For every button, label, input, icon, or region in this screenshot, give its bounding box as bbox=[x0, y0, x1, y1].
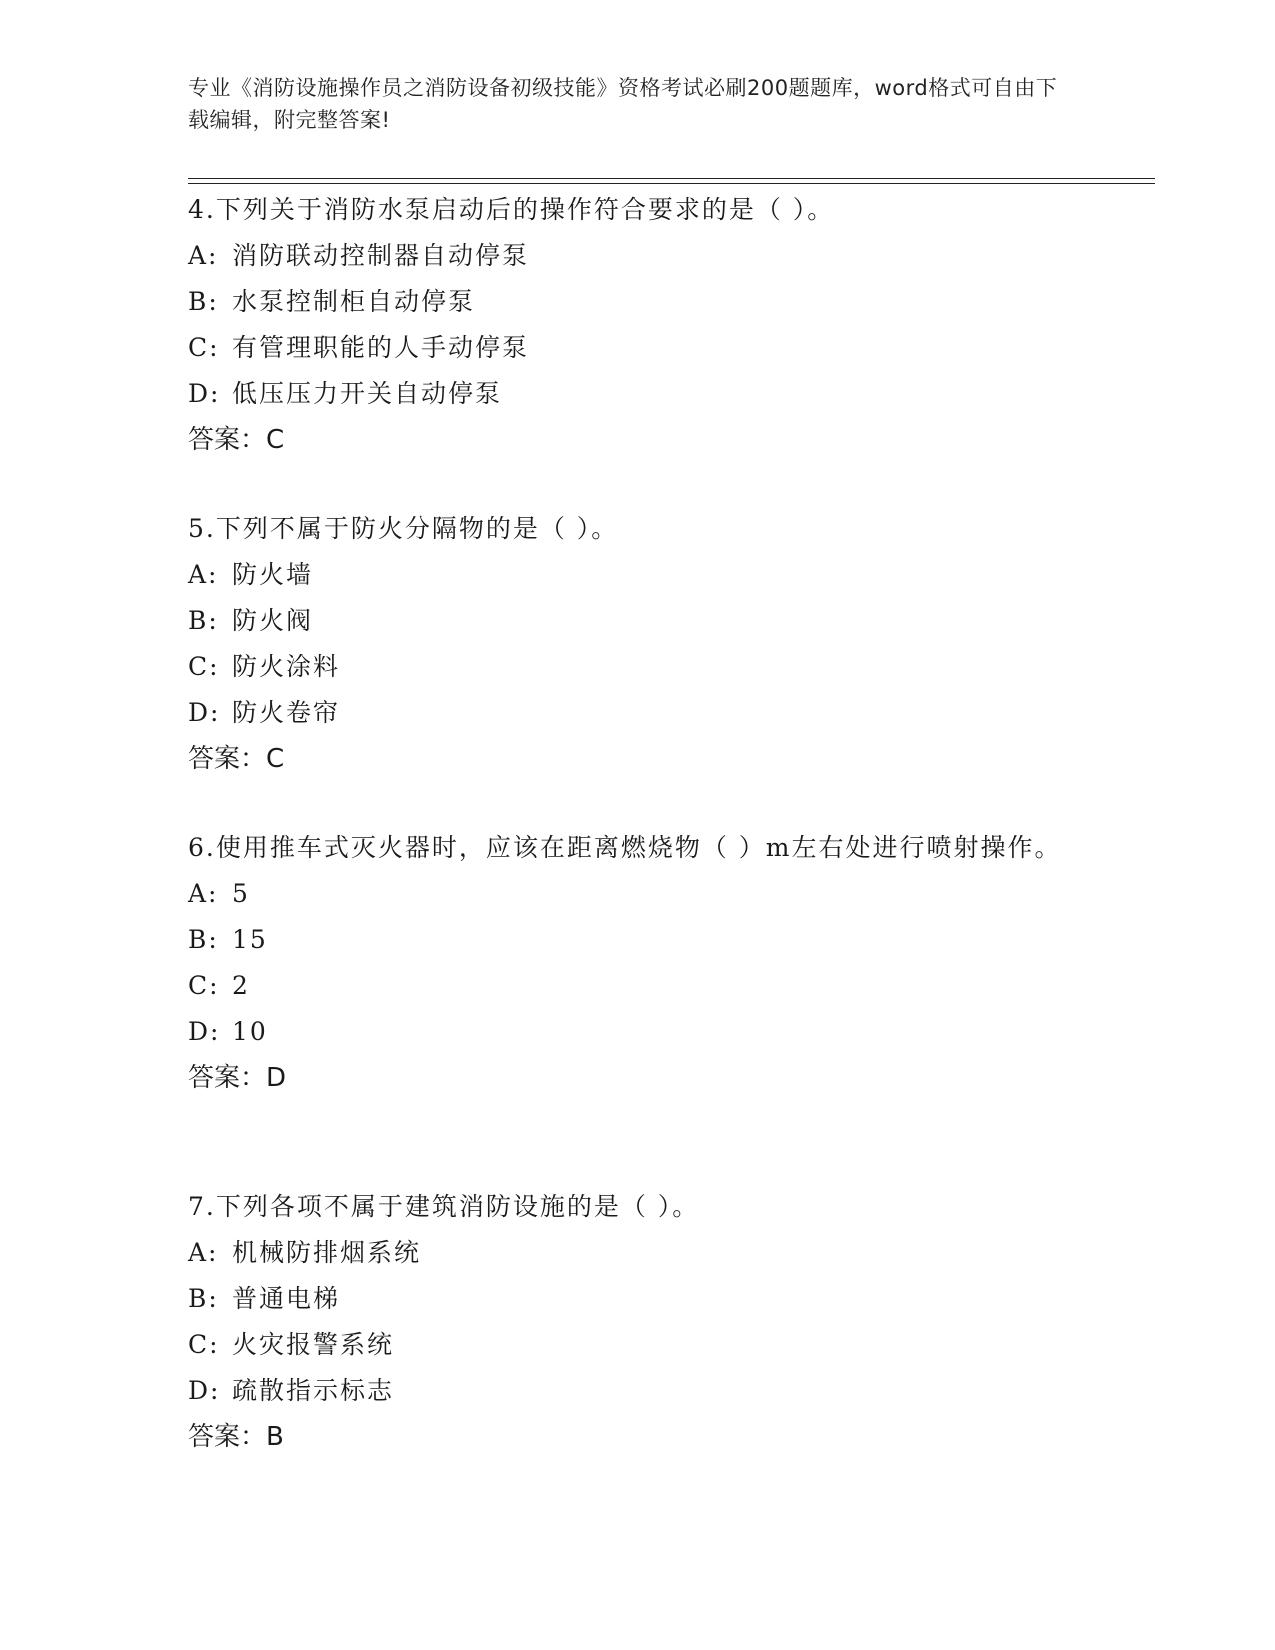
option-text: 5 bbox=[232, 879, 250, 908]
option-text: 防火阀 bbox=[232, 606, 314, 635]
option-key: D: bbox=[188, 698, 221, 727]
option-d bbox=[188, 1368, 1088, 1414]
answer-line: 答案：C bbox=[188, 744, 285, 774]
option-key: B: bbox=[188, 1284, 219, 1313]
option-b bbox=[188, 917, 1068, 963]
option-d bbox=[188, 1009, 1068, 1055]
option-a bbox=[188, 552, 1088, 598]
option-c bbox=[188, 1322, 1088, 1368]
header-divider-top bbox=[188, 178, 1155, 179]
option-a bbox=[188, 1230, 1088, 1276]
option-key: B: bbox=[188, 925, 219, 954]
option-b bbox=[188, 598, 1088, 644]
header-divider-bottom bbox=[188, 183, 1155, 184]
option-key: C: bbox=[188, 652, 220, 681]
question-block bbox=[188, 1184, 1088, 1460]
answer-line: 答案：D bbox=[188, 1063, 287, 1093]
option-text: 防火墙 bbox=[232, 560, 314, 589]
option-d bbox=[188, 690, 1088, 736]
option-key: A: bbox=[188, 1238, 219, 1267]
option-text: 普通电梯 bbox=[232, 1284, 341, 1313]
question-stem: 4.下列关于消防水泵启动后的操作符合要求的是（ ）。 bbox=[188, 195, 835, 224]
question-stem: 5.下列不属于防火分隔物的是（ ）。 bbox=[188, 514, 619, 543]
option-a bbox=[188, 233, 1088, 279]
option-c bbox=[188, 644, 1088, 690]
document-header: 专业《消防设施操作员之消防设备初级技能》资格考试必刷200题题库，word格式可自由下载编辑，附完整答案! bbox=[188, 76, 1058, 132]
option-key: A: bbox=[188, 241, 219, 270]
option-key: A: bbox=[188, 879, 219, 908]
option-text: 火灾报警系统 bbox=[232, 1330, 395, 1359]
answer-line: 答案：C bbox=[188, 425, 285, 455]
question-block bbox=[188, 187, 1088, 463]
option-key: A: bbox=[188, 560, 219, 589]
option-text: 低压压力开关自动停泵 bbox=[232, 379, 503, 408]
option-c bbox=[188, 325, 1088, 371]
option-text: 消防联动控制器自动停泵 bbox=[232, 241, 530, 270]
option-c bbox=[188, 963, 1068, 1009]
option-key: C: bbox=[188, 333, 220, 362]
option-key: D: bbox=[188, 379, 221, 408]
option-text: 水泵控制柜自动停泵 bbox=[232, 287, 476, 316]
option-text: 15 bbox=[232, 925, 268, 954]
question-block bbox=[188, 825, 1068, 1101]
option-text: 防火卷帘 bbox=[232, 698, 341, 727]
option-key: C: bbox=[188, 1330, 220, 1359]
question-stem: 6.使用推车式灭火器时，应该在距离燃烧物（ ）m左右处进行喷射操作。 bbox=[188, 833, 1062, 862]
question-stem: 7.下列各项不属于建筑消防设施的是（ ）。 bbox=[188, 1192, 700, 1221]
option-key: B: bbox=[188, 606, 219, 635]
option-b bbox=[188, 279, 1088, 325]
option-text: 10 bbox=[232, 1017, 268, 1046]
option-key: D: bbox=[188, 1017, 221, 1046]
option-text: 防火涂料 bbox=[232, 652, 341, 681]
option-b bbox=[188, 1276, 1088, 1322]
option-text: 2 bbox=[232, 971, 250, 1000]
option-d bbox=[188, 371, 1088, 417]
option-text: 机械防排烟系统 bbox=[232, 1238, 422, 1267]
option-key: B: bbox=[188, 287, 219, 316]
option-key: C: bbox=[188, 971, 220, 1000]
option-text: 疏散指示标志 bbox=[232, 1376, 395, 1405]
answer-line: 答案：B bbox=[188, 1422, 284, 1452]
option-text: 有管理职能的人手动停泵 bbox=[232, 333, 530, 362]
option-a bbox=[188, 871, 1068, 917]
question-block bbox=[188, 506, 1088, 782]
option-key: D: bbox=[188, 1376, 221, 1405]
